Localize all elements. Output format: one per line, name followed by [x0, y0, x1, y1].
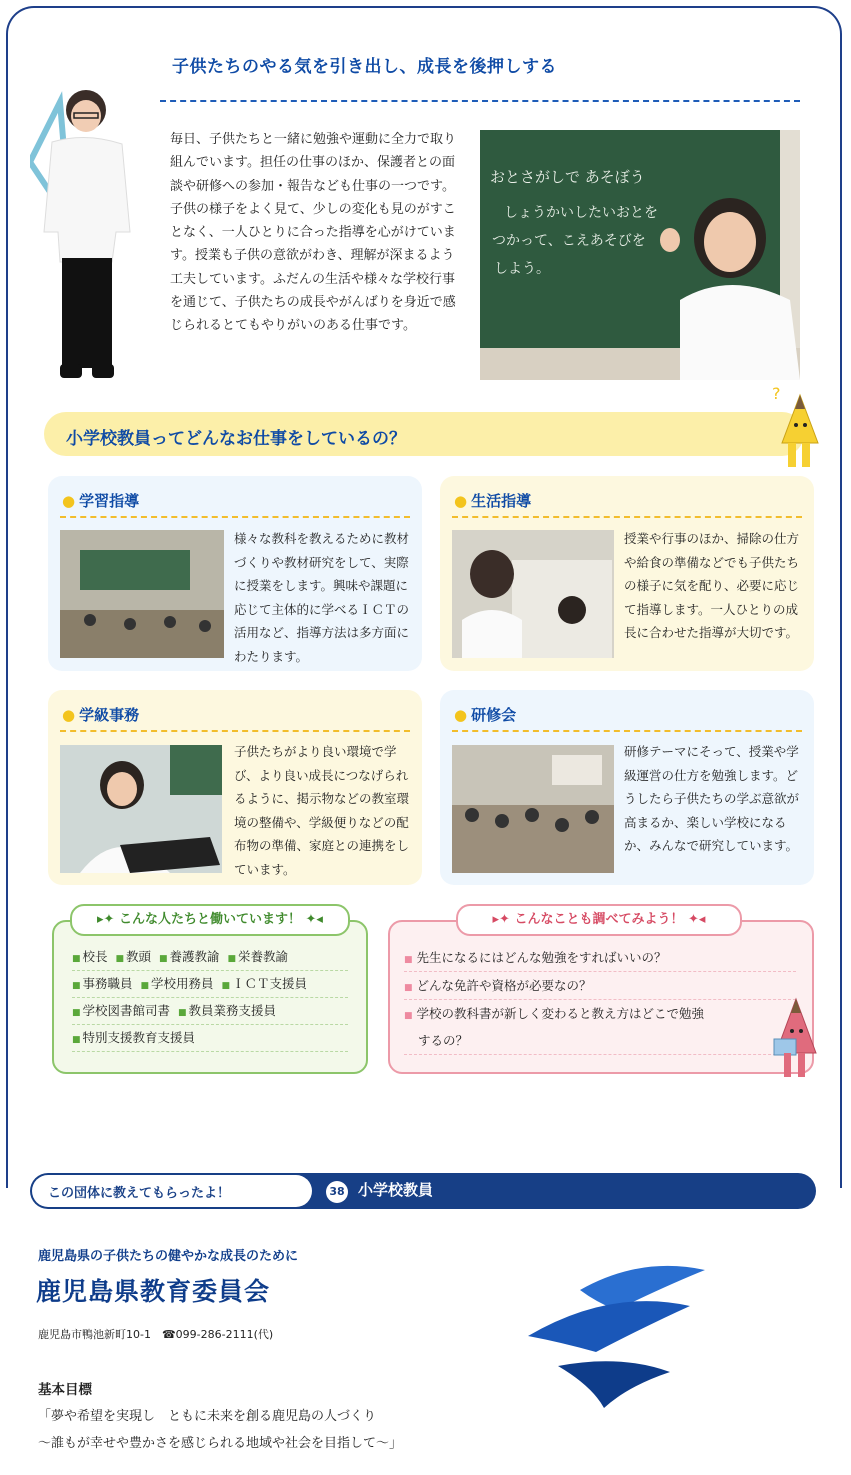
card-life-text: 授業や行事のほか、掃除の仕方や給食の準備などでも子供たちの様子に気を配り、必要に応じて指導します。一人ひとりの成長に合わせた指導が大切です。	[624, 531, 800, 640]
goal-line-2: 〜誰もが幸せや豊かさを感じられる地域や社会を目指して〜」	[38, 1436, 403, 1451]
sparkle-icon: ▸✦	[492, 912, 515, 927]
laptop-photo	[60, 745, 222, 873]
org-job-name: 小学校教員	[358, 1181, 434, 1199]
card-learning-divider	[60, 516, 410, 518]
kagoshima-logo-icon	[520, 1262, 710, 1412]
chalk-line-1: おとさがしで あそぼう	[490, 168, 645, 186]
card-training-text: 研修テーマにそって、授業や学級運営の仕方を勉強します。どうしたら子供たちの学ぶ意欲が高まるか、楽しい学校になるか、みんなで研究しています。	[624, 744, 800, 853]
svg-text:?: ?	[772, 385, 781, 403]
research-item: ■ 先生になるにはどんな勉強をすればいいの？	[404, 944, 796, 972]
sparkle-icon: ✦◂	[301, 912, 323, 927]
coworkers-list	[72, 944, 348, 1052]
hero-intro-text: 毎日、子供たちと一緒に勉強や運動に全力で取り組んでいます。担任の仕事のほか、保護者との面談や研修への参加・報告なども仕事の一つです。子供の様子をよく見て、少しの変化も見のがすことなく、一人ひとりに合った指導を心がけています。授業も子供の意欲がわき、理解が深まるよう工夫しています。ふだんの生活や様々な学校行事を通じて、子供たちの成長やがんばりを身近で感じられるとてもやりがいのある仕事です。	[170, 132, 457, 334]
coworkers-row: ■ 事務職員 ■ 学校用務員 ■ ＩＣＴ支援員	[72, 971, 348, 998]
card-life-divider	[452, 516, 802, 518]
reading-mascot-icon	[770, 995, 820, 1083]
chalkboard-photo	[480, 130, 800, 380]
coworkers-title-tab: ▸✦ こんな人たちと働いています！ ✦◂	[70, 904, 350, 936]
cleaning-photo	[452, 530, 614, 658]
research-item-continued: するの？	[404, 1027, 796, 1055]
hero-title: 子供たちのやる気を引き出し、成長を後押しする	[172, 57, 557, 77]
coworkers-row: ■ 学校図書館司書 ■ 教員業務支援員	[72, 998, 348, 1025]
research-item: ■ 学校の教科書が新しく変わると教え方はどこで勉強	[404, 1006, 705, 1021]
card-class-admin-title: ● 学級事務	[62, 706, 140, 724]
teacher-figure	[30, 82, 140, 397]
chalk-line-3: つかって、こえあそびを	[492, 233, 646, 249]
card-training-title: ● 研修会	[454, 706, 517, 724]
question-title: 小学校教員ってどんなお仕事をしているの？	[66, 429, 406, 449]
chalk-line-2: しょうかいしたいおとを	[504, 205, 658, 221]
chalk-line-4: しよう。	[494, 261, 550, 277]
sparkle-icon: ▸✦	[97, 912, 119, 927]
coworkers-row: ■ 特別支援教育支援員	[72, 1025, 348, 1052]
card-learning-text: 様々な教科を教えるために教材づくりや教材研究をして、実際に授業をします。興味や課題に応じて主体的に学べるＩＣＴの活用など、指導方法は多方面にわたります。	[234, 531, 410, 664]
research-list	[404, 944, 796, 1055]
sparkle-icon: ✦◂	[683, 912, 706, 927]
org-name: 鹿児島県教育委員会	[36, 1277, 271, 1306]
hero-divider	[160, 100, 800, 102]
research-title-tab: ▸✦ こんなことも調べてみよう！ ✦◂	[456, 904, 742, 936]
card-class-admin-text: 子供たちがより良い環境で学び、より良い成長につなげられるように、掲示物などの教室環境の整備や、学級便りなどの配布物の準備、家庭との連携をしています。	[234, 744, 410, 877]
org-number-badge: 38	[326, 1181, 348, 1203]
card-class-admin-divider	[60, 730, 410, 732]
card-life-title: ● 生活指導	[454, 492, 532, 510]
pencil-mascot-icon	[772, 385, 822, 473]
card-learning-title: ● 学習指導	[62, 492, 140, 510]
classroom-photo	[60, 530, 224, 658]
goal-line-1: 「夢や希望を実現し ともに未来を創る鹿児島の人づくり	[38, 1409, 377, 1424]
goal-heading: 基本目標	[38, 1382, 92, 1398]
card-training-divider	[452, 730, 802, 732]
coworkers-row: ■ 校長 ■ 教頭 ■ 養護教諭 ■ 栄養教諭	[72, 944, 348, 971]
research-item: ■ どんな免許や資格が必要なの？	[404, 972, 796, 1000]
org-taught-by: この団体に教えてもらったよ！	[48, 1186, 231, 1201]
workshop-photo	[452, 745, 614, 873]
org-address: 鹿児島市鴨池新町10-1 ☎099-286-2111(代)	[38, 1328, 274, 1341]
org-subtitle: 鹿児島県の子供たちの健やかな成長のために	[38, 1249, 299, 1264]
